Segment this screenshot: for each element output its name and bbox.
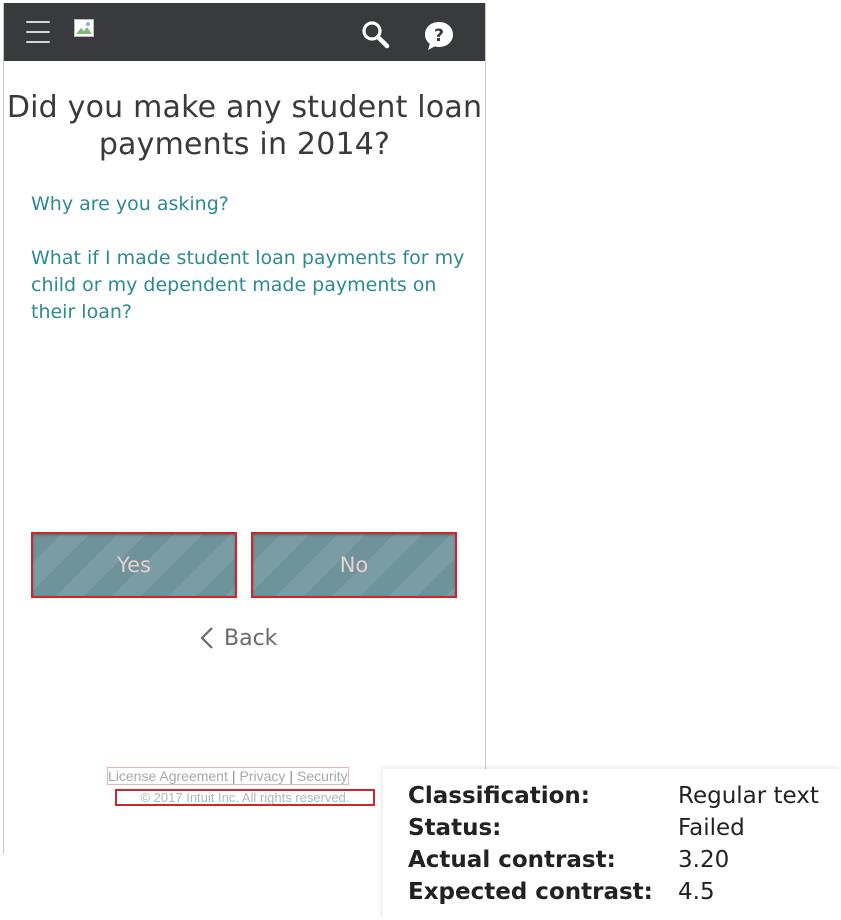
copyright-text: © 2017 Intuit Inc. All rights reserved. [115, 789, 375, 806]
back-label: Back [224, 625, 278, 651]
tooltip-value: 3.20 [678, 847, 730, 873]
contrast-audit-tooltip [383, 769, 841, 920]
help-question-icon[interactable] [422, 19, 456, 53]
chevron-left-icon [200, 626, 214, 650]
tooltip-value: Failed [678, 815, 745, 841]
why-asking-link[interactable]: Why are you asking? [31, 193, 229, 215]
footer-separator: | [231, 768, 236, 784]
tooltip-value: 4.5 [678, 879, 715, 905]
tooltip-label: Classification: [408, 783, 591, 809]
back-button[interactable] [200, 623, 277, 653]
yes-button[interactable]: Yes [31, 532, 237, 598]
tooltip-label: Status: [408, 815, 502, 841]
footer-separator: | [289, 768, 294, 784]
svg-text:?: ? [434, 26, 444, 46]
tooltip-label: Actual contrast: [408, 847, 616, 873]
privacy-link[interactable]: Privacy [239, 768, 286, 784]
top-bar [4, 3, 485, 61]
license-agreement-link[interactable]: License Agreement [108, 768, 228, 784]
mobile-viewport [3, 3, 486, 854]
page-title-question: Did you make any student loan payments in 2014? [6, 90, 483, 162]
tooltip-value: Regular text [678, 783, 819, 809]
footer-links [107, 767, 349, 785]
broken-image-icon [74, 19, 94, 37]
tooltip-label: Expected contrast: [408, 879, 653, 905]
no-button[interactable]: No [251, 532, 457, 598]
security-link[interactable]: Security [297, 768, 348, 784]
hamburger-menu-icon[interactable] [24, 17, 52, 47]
search-icon[interactable] [360, 19, 392, 51]
dependent-payments-link[interactable]: What if I made student loan payments for my child or my dependent made payments on their loan? [31, 247, 465, 323]
